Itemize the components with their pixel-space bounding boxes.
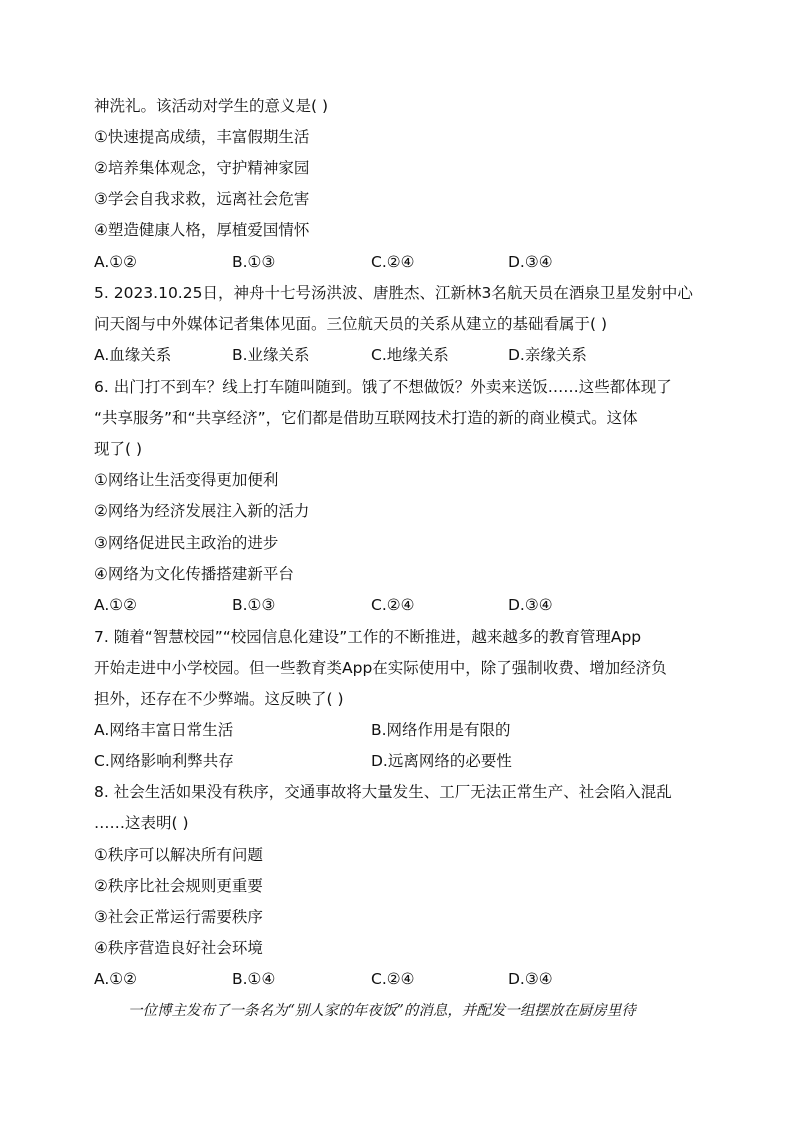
q7-option-c: C.网络影响利弊共存 — [94, 752, 234, 770]
q7-options-row-1 — [94, 720, 714, 740]
q7-options-row-2 — [94, 751, 714, 771]
q7-stem-line-1: 7. 随着“智慧校园”“校园信息化建设”工作的不断推进，越来越多的教育管理App — [94, 628, 642, 646]
q4-statement-4: ④塑造健康人格，厚植爱国情怀 — [94, 221, 310, 239]
q8-statement-1: ①秩序可以解决所有问题 — [94, 846, 263, 864]
q6-options — [94, 595, 714, 615]
q6-statement-2: ②网络为经济发展注入新的活力 — [94, 502, 310, 520]
q5-option-d: D.亲缘关系 — [508, 346, 587, 364]
q5-option-b: B.业缘关系 — [232, 346, 310, 364]
q6-stem-line-3: 现了( ) — [94, 440, 143, 458]
q8-statement-2: ②秩序比社会规则更重要 — [94, 877, 263, 895]
q6-option-c: C.②④ — [371, 596, 415, 614]
q4-statement-3: ③学会自我求救，远离社会危害 — [94, 190, 310, 208]
q7-stem-line-2: 开始走进中小学校园。但一些教育类App在实际使用中，除了强制收费、增加经济负 — [94, 659, 667, 677]
q8-stem-line-2: ……这表明( ) — [94, 814, 189, 832]
q4-statement-1: ①快速提高成绩，丰富假期生活 — [94, 128, 310, 146]
q6-option-d: D.③④ — [508, 596, 553, 614]
q7-option-d: D.远离网络的必要性 — [371, 752, 512, 770]
q4-option-c: C.②④ — [371, 253, 415, 271]
q5-stem-line-2: 问天阁与中外媒体记者集体见面。三位航天员的关系从建立的基础看属于( ) — [94, 315, 608, 333]
q7-option-a: A.网络丰富日常生活 — [94, 721, 234, 739]
q4-option-a: A.①② — [94, 253, 138, 271]
q6-statement-3: ③网络促进民主政治的进步 — [94, 534, 279, 552]
q8-stem-line-1: 8. 社会生活如果没有秩序，交通事故将大量发生、工厂无法正常生产、社会陷入混乱 — [94, 783, 672, 801]
q6-stem-line-2: “共享服务”和“共享经济”，它们都是借助互联网技术打造的新的商业模式。这体 — [94, 409, 638, 427]
q4-options — [94, 252, 714, 272]
q4-option-d: D.③④ — [508, 253, 553, 271]
q4-statement-2: ②培养集体观念，守护精神家园 — [94, 159, 310, 177]
q4-option-b: B.①③ — [232, 253, 276, 271]
q7-option-b: B.网络作用是有限的 — [371, 721, 511, 739]
q8-statement-4: ④秩序营造良好社会环境 — [94, 939, 263, 957]
q6-option-a: A.①② — [94, 596, 138, 614]
q7-stem-line-3: 担外，还存在不少弊端。这反映了( ) — [94, 690, 344, 708]
q8-option-c: C.②④ — [371, 970, 415, 988]
q5-stem-line-1: 5. 2023.10.25日，神舟十七号汤洪波、唐胜杰、江新林3名航天员在酒泉卫星发射中心 — [94, 284, 693, 302]
q6-statement-1: ①网络让生活变得更加便利 — [94, 471, 279, 489]
q4-stem-tail: 神洗礼。该活动对学生的意义是( ) — [94, 97, 329, 115]
q8-options — [94, 969, 714, 989]
q5-option-a: A.血缘关系 — [94, 346, 172, 364]
q8-statement-3: ③社会正常运行需要秩序 — [94, 908, 263, 926]
q8-option-b: B.①④ — [232, 970, 276, 988]
q6-statement-4: ④网络为文化传播搭建新平台 — [94, 565, 294, 583]
q6-option-b: B.①③ — [232, 596, 276, 614]
q6-stem-line-1: 6. 出门打不到车？线上打车随叫随到。饿了不想做饭？外卖来送饭……这些都体现了 — [94, 378, 672, 396]
q8-option-d: D.③④ — [508, 970, 553, 988]
q5-options — [94, 345, 714, 365]
q8-option-a: A.①② — [94, 970, 138, 988]
q5-option-c: C.地缘关系 — [371, 346, 449, 364]
next-passage-line: 一位博主发布了一条名为“别人家的年夜饭”的消息，并配发一组摆放在厨房里待 — [128, 1003, 636, 1019]
